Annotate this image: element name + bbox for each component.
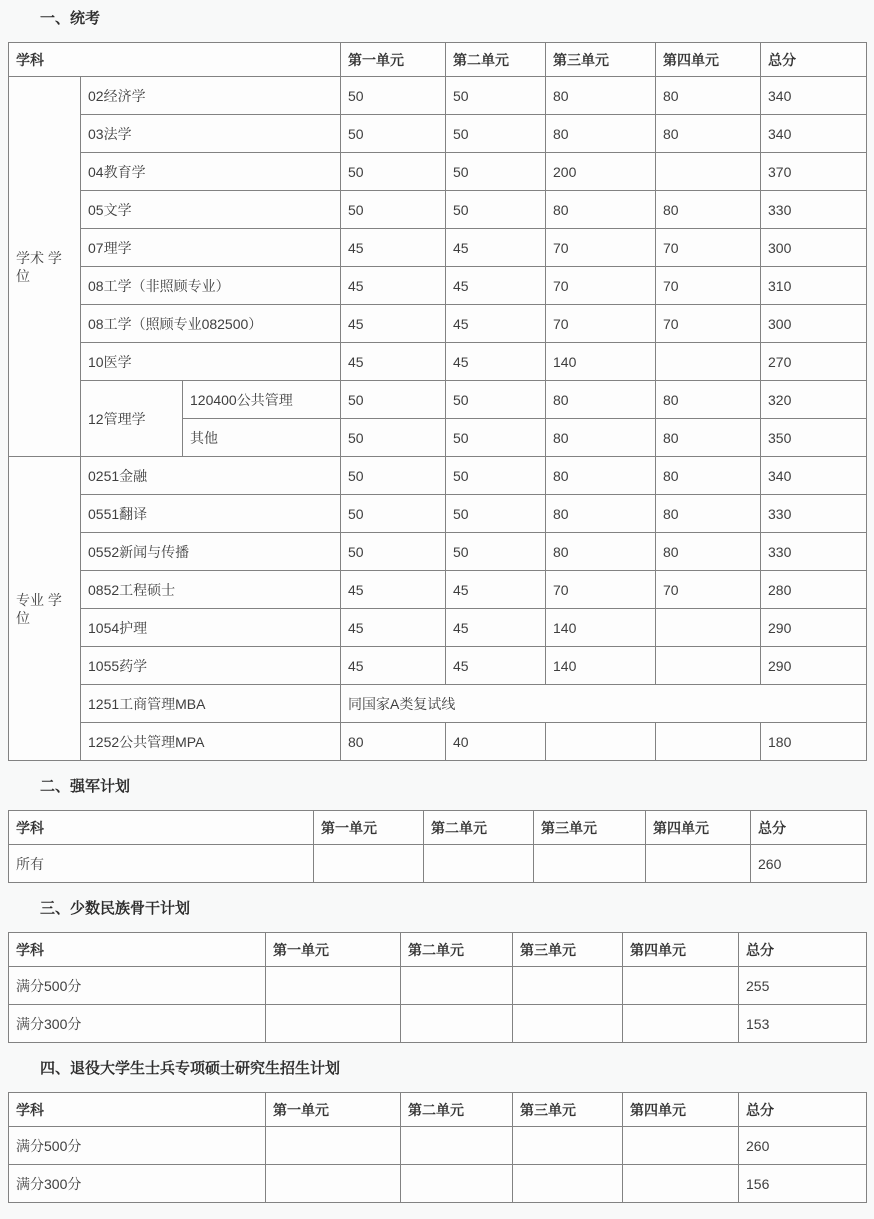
total-cell: 330 bbox=[761, 191, 867, 229]
score-cell: 50 bbox=[446, 495, 546, 533]
subject-cell: 所有 bbox=[9, 845, 314, 883]
subject-cell: 满分300分 bbox=[9, 1165, 266, 1203]
table-row bbox=[9, 967, 867, 1005]
total-cell: 156 bbox=[739, 1165, 867, 1203]
column-header: 第三单元 bbox=[513, 933, 623, 967]
total-cell: 300 bbox=[761, 305, 867, 343]
score-cell: 80 bbox=[546, 457, 656, 495]
column-header: 第二单元 bbox=[424, 811, 534, 845]
column-header-subject: 学科 bbox=[9, 811, 314, 845]
total-cell: 340 bbox=[761, 115, 867, 153]
score-cell: 80 bbox=[546, 381, 656, 419]
table-row bbox=[9, 723, 867, 761]
subject-cell: 满分300分 bbox=[9, 1005, 266, 1043]
column-header: 第四单元 bbox=[623, 1093, 739, 1127]
total-cell: 340 bbox=[761, 77, 867, 115]
score-cell: 70 bbox=[546, 229, 656, 267]
score-cell: 45 bbox=[446, 305, 546, 343]
score-cell: 80 bbox=[546, 115, 656, 153]
column-header: 第一单元 bbox=[314, 811, 424, 845]
score-cell: 50 bbox=[341, 191, 446, 229]
table-row bbox=[9, 305, 867, 343]
table-row bbox=[9, 153, 867, 191]
score-cell: 80 bbox=[546, 191, 656, 229]
score-cell bbox=[266, 1005, 401, 1043]
score-cell bbox=[401, 967, 513, 1005]
subject-cell: 满分500分 bbox=[9, 967, 266, 1005]
score-cell bbox=[656, 723, 761, 761]
score-cell bbox=[546, 723, 656, 761]
score-cell bbox=[513, 1005, 623, 1043]
total-cell: 280 bbox=[761, 571, 867, 609]
score-cell: 45 bbox=[446, 647, 546, 685]
table-row bbox=[9, 1127, 867, 1165]
total-cell: 260 bbox=[751, 845, 867, 883]
column-header: 总分 bbox=[751, 811, 867, 845]
column-header: 第二单元 bbox=[401, 1093, 513, 1127]
score-cell: 50 bbox=[446, 533, 546, 571]
score-cell: 140 bbox=[546, 647, 656, 685]
score-cell: 50 bbox=[446, 381, 546, 419]
sub-subject-cell: 其他 bbox=[183, 419, 341, 457]
table-row bbox=[9, 77, 867, 115]
score-cell: 200 bbox=[546, 153, 656, 191]
group-label: 专业 学位 bbox=[9, 457, 81, 761]
score-cell: 140 bbox=[546, 609, 656, 647]
score-cell: 45 bbox=[341, 343, 446, 381]
column-header: 总分 bbox=[761, 43, 867, 77]
column-header: 第二单元 bbox=[401, 933, 513, 967]
column-header-subject: 学科 bbox=[9, 933, 266, 967]
score-cell: 70 bbox=[656, 571, 761, 609]
subject-cell: 0552新闻与传播 bbox=[81, 533, 341, 571]
total-cell: 180 bbox=[761, 723, 867, 761]
table-row bbox=[9, 191, 867, 229]
score-cell bbox=[401, 1127, 513, 1165]
score-cell bbox=[401, 1005, 513, 1043]
total-cell: 310 bbox=[761, 267, 867, 305]
score-cell bbox=[623, 967, 739, 1005]
subject-cell: 0852工程硕士 bbox=[81, 571, 341, 609]
score-cell bbox=[646, 845, 751, 883]
score-cell: 70 bbox=[546, 267, 656, 305]
score-cell: 50 bbox=[446, 419, 546, 457]
table-row bbox=[9, 685, 867, 723]
header-row bbox=[9, 1093, 867, 1127]
total-cell: 350 bbox=[761, 419, 867, 457]
score-cell: 80 bbox=[656, 381, 761, 419]
score-cell: 80 bbox=[656, 115, 761, 153]
score-cell: 70 bbox=[546, 571, 656, 609]
column-header: 第三单元 bbox=[546, 43, 656, 77]
score-cell bbox=[623, 1127, 739, 1165]
score-cell: 50 bbox=[341, 115, 446, 153]
score-cell: 45 bbox=[341, 571, 446, 609]
column-header: 第二单元 bbox=[446, 43, 546, 77]
score-cell: 45 bbox=[446, 609, 546, 647]
total-cell: 290 bbox=[761, 609, 867, 647]
total-cell: 300 bbox=[761, 229, 867, 267]
table-row bbox=[9, 1165, 867, 1203]
score-cell: 80 bbox=[546, 419, 656, 457]
score-cell bbox=[266, 967, 401, 1005]
score-cell bbox=[314, 845, 424, 883]
score-cell: 50 bbox=[446, 77, 546, 115]
column-header: 第一单元 bbox=[341, 43, 446, 77]
subject-cell: 1055药学 bbox=[81, 647, 341, 685]
section-title-minority-plan: 三、少数民族骨干计划 bbox=[40, 900, 191, 917]
section-title-unified-exam: 一、统考 bbox=[40, 10, 101, 27]
score-cell: 45 bbox=[446, 571, 546, 609]
score-cell: 70 bbox=[656, 267, 761, 305]
score-cell bbox=[266, 1127, 401, 1165]
score-cell: 40 bbox=[446, 723, 546, 761]
score-cell: 80 bbox=[656, 191, 761, 229]
table-row bbox=[9, 229, 867, 267]
score-cell: 50 bbox=[341, 419, 446, 457]
subject-cell: 0251金融 bbox=[81, 457, 341, 495]
score-cell: 80 bbox=[546, 77, 656, 115]
score-cell: 80 bbox=[341, 723, 446, 761]
subject-cell: 03法学 bbox=[81, 115, 341, 153]
table-row bbox=[9, 457, 867, 495]
score-cell bbox=[656, 153, 761, 191]
subject-cell: 0551翻译 bbox=[81, 495, 341, 533]
score-cell bbox=[656, 647, 761, 685]
score-cell bbox=[623, 1165, 739, 1203]
header-row bbox=[9, 933, 867, 967]
column-header: 第一单元 bbox=[266, 1093, 401, 1127]
table-row bbox=[9, 647, 867, 685]
score-cell: 50 bbox=[341, 533, 446, 571]
subject-cell: 05文学 bbox=[81, 191, 341, 229]
score-cell: 50 bbox=[341, 77, 446, 115]
score-cell: 80 bbox=[656, 457, 761, 495]
table-row bbox=[9, 533, 867, 571]
score-cell: 50 bbox=[341, 381, 446, 419]
header-row bbox=[9, 811, 867, 845]
score-cell: 50 bbox=[341, 495, 446, 533]
subject-cell: 1251工商管理MBA bbox=[81, 685, 341, 723]
score-cell bbox=[656, 343, 761, 381]
score-cell bbox=[623, 1005, 739, 1043]
sub-subject-cell: 120400公共管理 bbox=[183, 381, 341, 419]
score-cell bbox=[534, 845, 646, 883]
table-row bbox=[9, 267, 867, 305]
score-cell: 140 bbox=[546, 343, 656, 381]
column-header: 第四单元 bbox=[623, 933, 739, 967]
table-row bbox=[9, 381, 867, 419]
score-cell bbox=[656, 609, 761, 647]
table-row bbox=[9, 609, 867, 647]
total-cell: 330 bbox=[761, 533, 867, 571]
score-cell: 45 bbox=[341, 305, 446, 343]
column-header: 总分 bbox=[739, 1093, 867, 1127]
score-cell: 80 bbox=[656, 495, 761, 533]
total-cell: 270 bbox=[761, 343, 867, 381]
score-cell: 45 bbox=[446, 229, 546, 267]
column-header: 第四单元 bbox=[656, 43, 761, 77]
score-cell: 45 bbox=[341, 647, 446, 685]
unified-exam-score-table bbox=[8, 42, 867, 761]
score-cell: 45 bbox=[341, 609, 446, 647]
group-label: 学术 学位 bbox=[9, 77, 81, 457]
table-row bbox=[9, 1005, 867, 1043]
subject-cell: 10医学 bbox=[81, 343, 341, 381]
score-cell: 45 bbox=[446, 343, 546, 381]
score-cell bbox=[401, 1165, 513, 1203]
score-cell: 50 bbox=[446, 191, 546, 229]
total-cell: 330 bbox=[761, 495, 867, 533]
table-row bbox=[9, 571, 867, 609]
score-cell: 80 bbox=[656, 533, 761, 571]
score-cell: 50 bbox=[341, 153, 446, 191]
score-cell: 80 bbox=[546, 533, 656, 571]
subject-cell: 08工学（非照顾专业） bbox=[81, 267, 341, 305]
score-cell bbox=[513, 1165, 623, 1203]
table-row bbox=[9, 495, 867, 533]
column-header-subject: 学科 bbox=[9, 1093, 266, 1127]
score-cell: 80 bbox=[546, 495, 656, 533]
note-cell: 同国家A类复试线 bbox=[341, 685, 867, 723]
total-cell: 340 bbox=[761, 457, 867, 495]
table-row bbox=[9, 115, 867, 153]
section-title-military-plan: 二、强军计划 bbox=[40, 778, 131, 795]
score-cell: 80 bbox=[656, 419, 761, 457]
score-cell: 45 bbox=[341, 229, 446, 267]
score-cell bbox=[513, 967, 623, 1005]
subject-cell: 12管理学 bbox=[81, 381, 183, 457]
table-row bbox=[9, 845, 867, 883]
table-row bbox=[9, 343, 867, 381]
score-cell: 70 bbox=[656, 229, 761, 267]
column-header: 第三单元 bbox=[534, 811, 646, 845]
subject-cell: 08工学（照顾专业082500） bbox=[81, 305, 341, 343]
score-cell: 70 bbox=[656, 305, 761, 343]
score-cell bbox=[513, 1127, 623, 1165]
total-cell: 290 bbox=[761, 647, 867, 685]
score-cell: 70 bbox=[546, 305, 656, 343]
column-header: 第一单元 bbox=[266, 933, 401, 967]
score-cell: 50 bbox=[446, 457, 546, 495]
veteran-plan-score-table bbox=[8, 1092, 867, 1203]
score-cell bbox=[424, 845, 534, 883]
minority-plan-score-table bbox=[8, 932, 867, 1043]
subject-cell: 满分500分 bbox=[9, 1127, 266, 1165]
total-cell: 370 bbox=[761, 153, 867, 191]
subject-cell: 02经济学 bbox=[81, 77, 341, 115]
header-row bbox=[9, 43, 867, 77]
score-cell: 80 bbox=[656, 77, 761, 115]
score-cell bbox=[266, 1165, 401, 1203]
subject-cell: 1252公共管理MPA bbox=[81, 723, 341, 761]
score-cell: 50 bbox=[446, 115, 546, 153]
total-cell: 320 bbox=[761, 381, 867, 419]
military-plan-score-table bbox=[8, 810, 867, 883]
column-header: 第三单元 bbox=[513, 1093, 623, 1127]
score-cell: 50 bbox=[446, 153, 546, 191]
total-cell: 255 bbox=[739, 967, 867, 1005]
section-title-veteran-plan: 四、退役大学生士兵专项硕士研究生招生计划 bbox=[40, 1060, 341, 1077]
score-cell: 50 bbox=[341, 457, 446, 495]
column-header: 第四单元 bbox=[646, 811, 751, 845]
column-header: 总分 bbox=[739, 933, 867, 967]
total-cell: 153 bbox=[739, 1005, 867, 1043]
subject-cell: 1054护理 bbox=[81, 609, 341, 647]
subject-cell: 04教育学 bbox=[81, 153, 341, 191]
column-header-subject: 学科 bbox=[9, 43, 341, 77]
total-cell: 260 bbox=[739, 1127, 867, 1165]
score-cell: 45 bbox=[446, 267, 546, 305]
subject-cell: 07理学 bbox=[81, 229, 341, 267]
score-cell: 45 bbox=[341, 267, 446, 305]
